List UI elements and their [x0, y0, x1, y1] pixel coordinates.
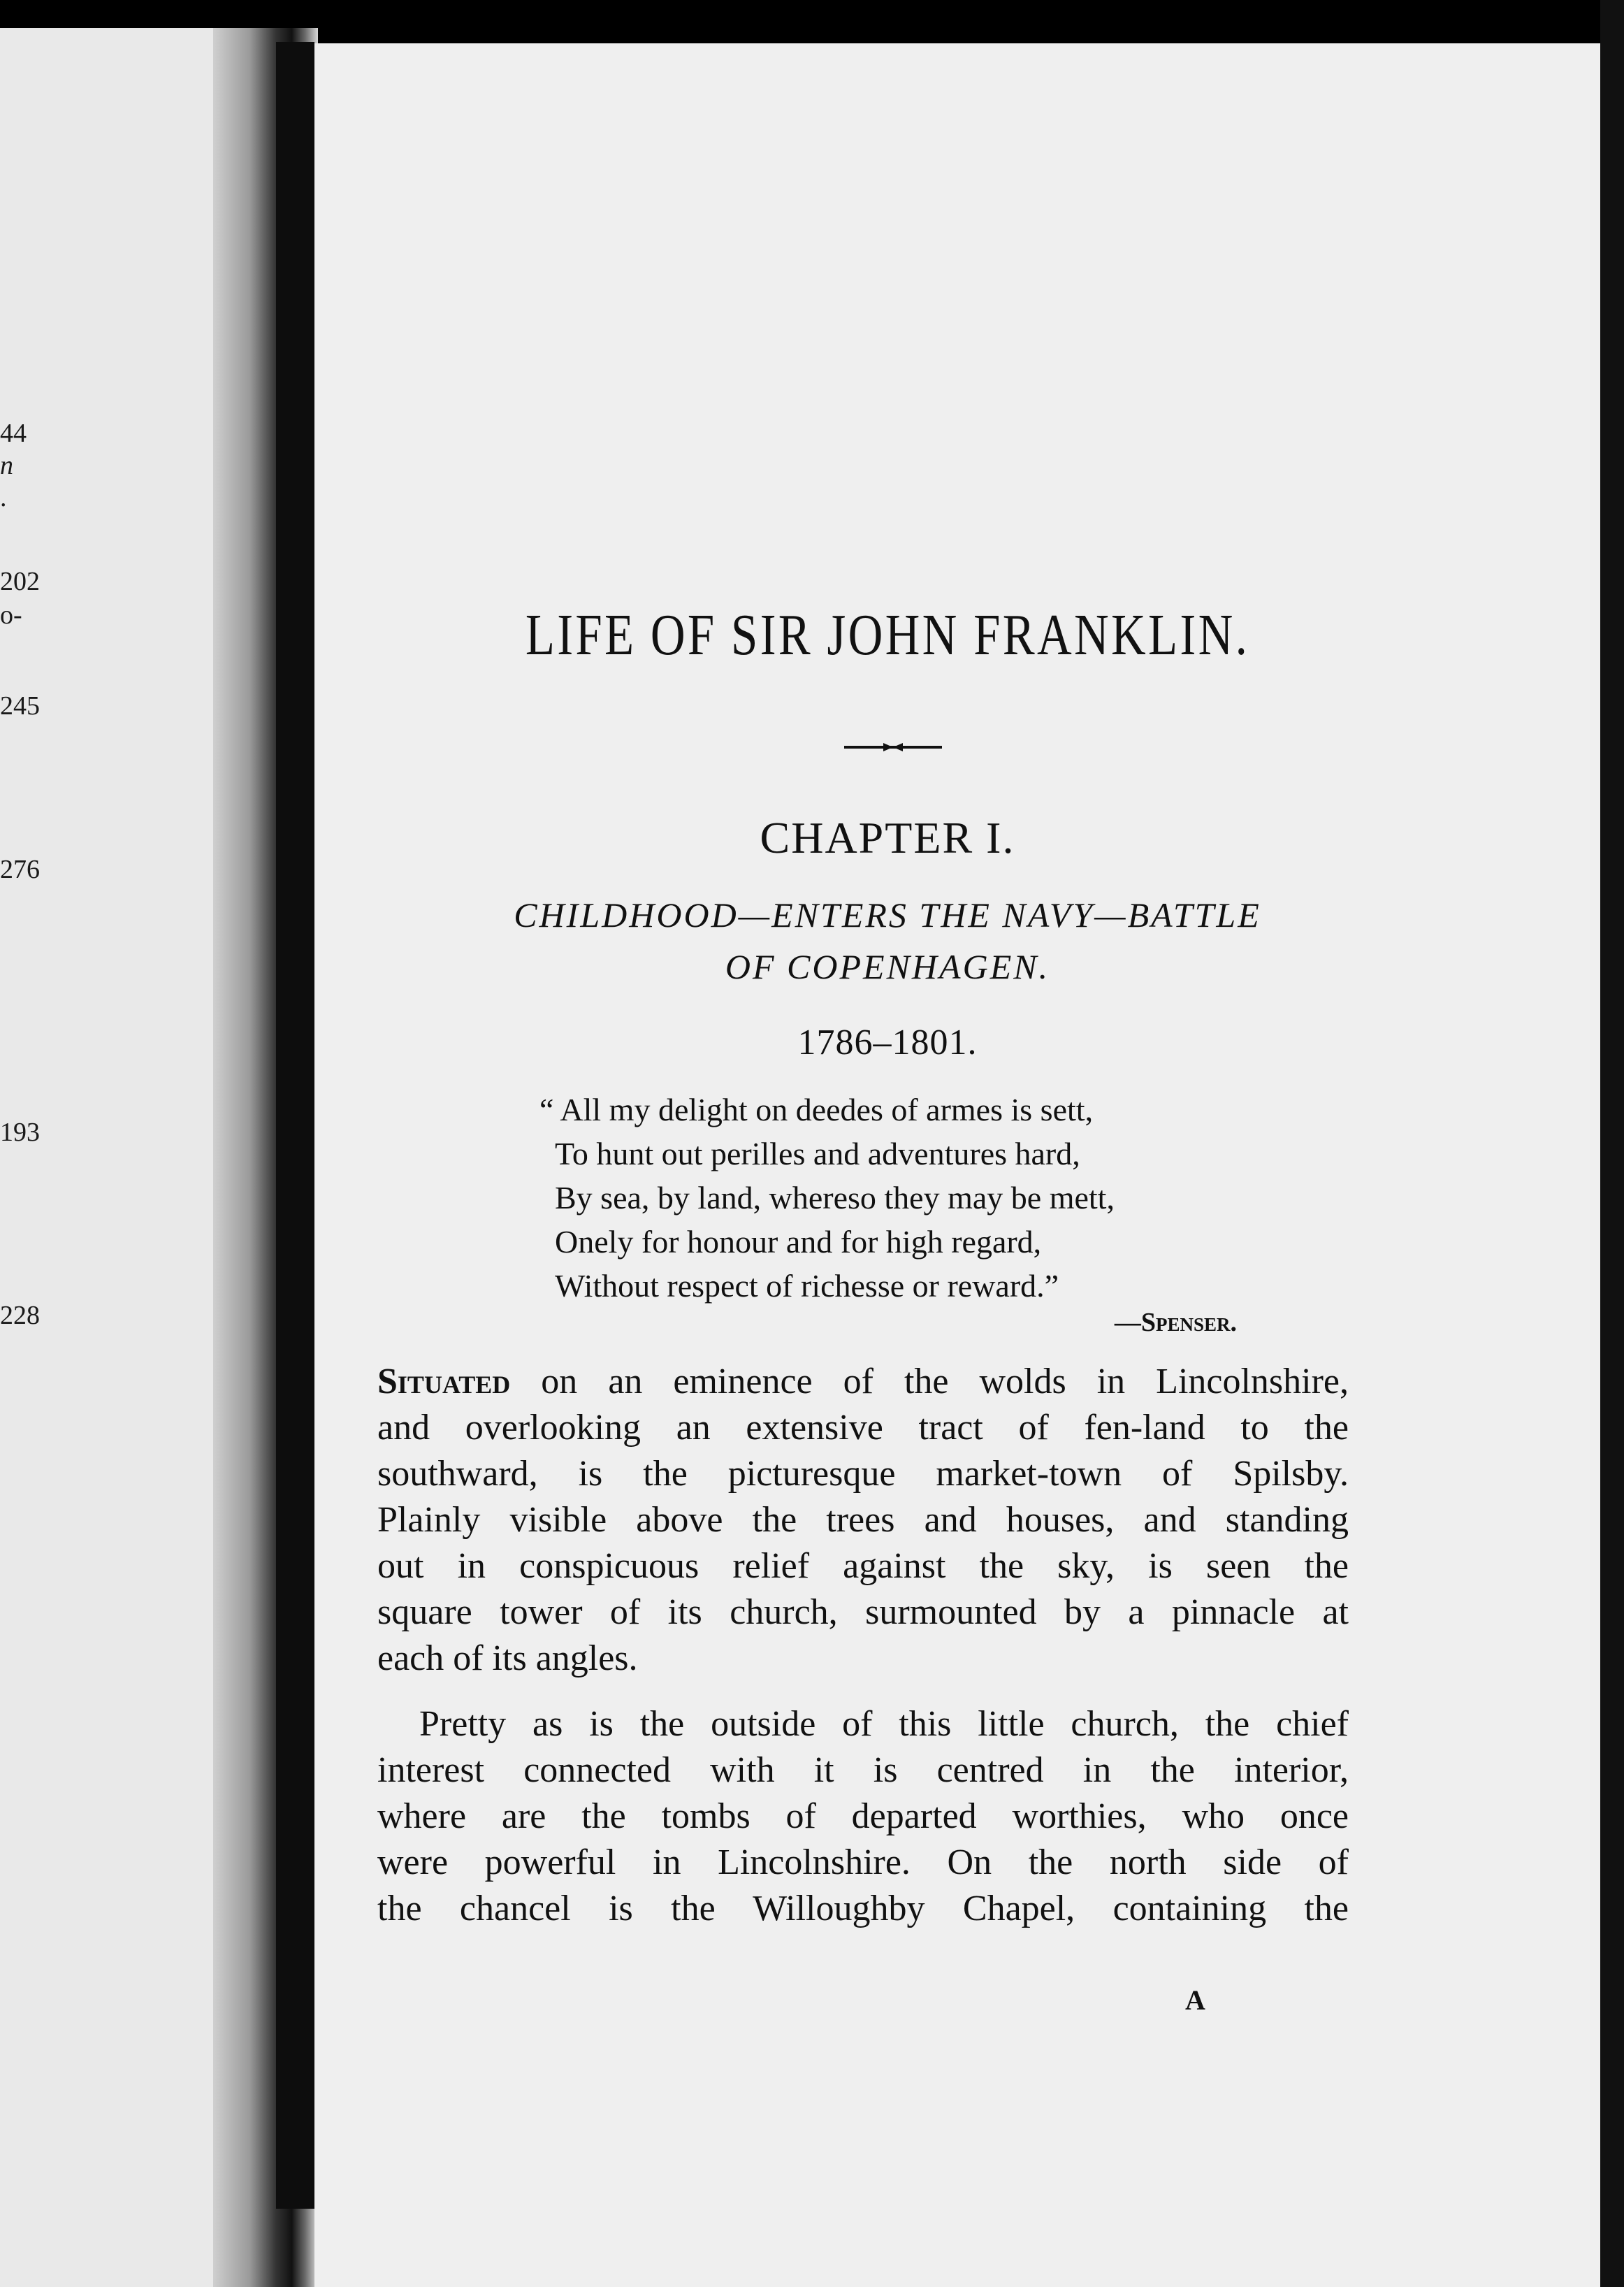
chapter-subtitle: CHILDHOOD—ENTERS THE NAVY—BATTLE	[514, 895, 1261, 935]
paragraph-line: each of its angles.	[377, 1638, 638, 1678]
signature-mark: A	[1185, 1984, 1205, 2016]
paragraph-line: where are the tombs of departed worthies, who once	[377, 1796, 1349, 1836]
left-fragment-text: 44	[0, 419, 27, 448]
chapter-subtitle: OF COPENHAGEN.	[725, 947, 1050, 986]
ornament-divider	[844, 742, 942, 752]
epigraph-line: Onely for honour and for high regard,	[555, 1224, 1042, 1260]
left-fragment-text: o-	[0, 600, 22, 630]
epigraph-attribution: —Spenser.	[1114, 1308, 1237, 1337]
paragraph-1	[377, 1359, 1349, 1682]
epigraph-line: “ All my delight on deedes of armes is sett,	[539, 1092, 1094, 1127]
paragraph-text: on an eminence of the wolds in Lincolnshire,	[510, 1362, 1349, 1401]
paragraph-line: Pretty as is the outside of this little church, the chief	[419, 1704, 1349, 1744]
paragraph-line	[377, 1359, 1349, 1405]
left-fragment-text: 245	[0, 691, 40, 721]
paragraph-line: and overlooking an extensive tract of fen-land to the	[377, 1408, 1349, 1448]
paragraph-lead: Situated	[377, 1362, 511, 1401]
paragraph-2	[377, 1701, 1349, 1932]
left-fragment-text: 193	[0, 1118, 40, 1147]
paragraph-line: square tower of its church, surmounted by a pinnacle at	[377, 1592, 1349, 1632]
paragraph-line: Plainly visible above the trees and houses, and standing	[377, 1500, 1349, 1540]
book-title: LIFE OF SIR JOHN FRANKLIN.	[525, 603, 1250, 668]
epigraph	[539, 1088, 1238, 1308]
gutter-shadow	[276, 42, 314, 2209]
paragraph-line: were powerful in Lincolnshire. On the north side of	[377, 1842, 1349, 1882]
epigraph-line: To hunt out perilles and adventures hard,	[555, 1136, 1080, 1171]
epigraph-line: By sea, by land, whereso they may be mett,	[555, 1180, 1115, 1215]
left-fragment-text: 228	[0, 1301, 40, 1330]
scan-edge	[1600, 0, 1624, 2287]
paragraph-line: southward, is the picturesque market-town of Spilsby.	[377, 1454, 1349, 1494]
paragraph-line: out in conspicuous relief against the sky, is seen the	[377, 1546, 1349, 1586]
left-fragment-text: 202	[0, 567, 40, 596]
chapter-heading: CHAPTER I.	[760, 813, 1015, 863]
paragraph-line: interest connected with it is centred in the interior,	[377, 1750, 1349, 1790]
left-fragment-text: n	[0, 451, 13, 480]
left-fragment-text: .	[0, 483, 7, 512]
chapter-dates: 1786–1801.	[797, 1023, 978, 1062]
paragraph-line: the chancel is the Willoughby Chapel, containing the	[377, 1889, 1349, 1928]
epigraph-line: Without respect of richesse or reward.”	[555, 1268, 1059, 1304]
left-fragment-text: 276	[0, 855, 40, 884]
